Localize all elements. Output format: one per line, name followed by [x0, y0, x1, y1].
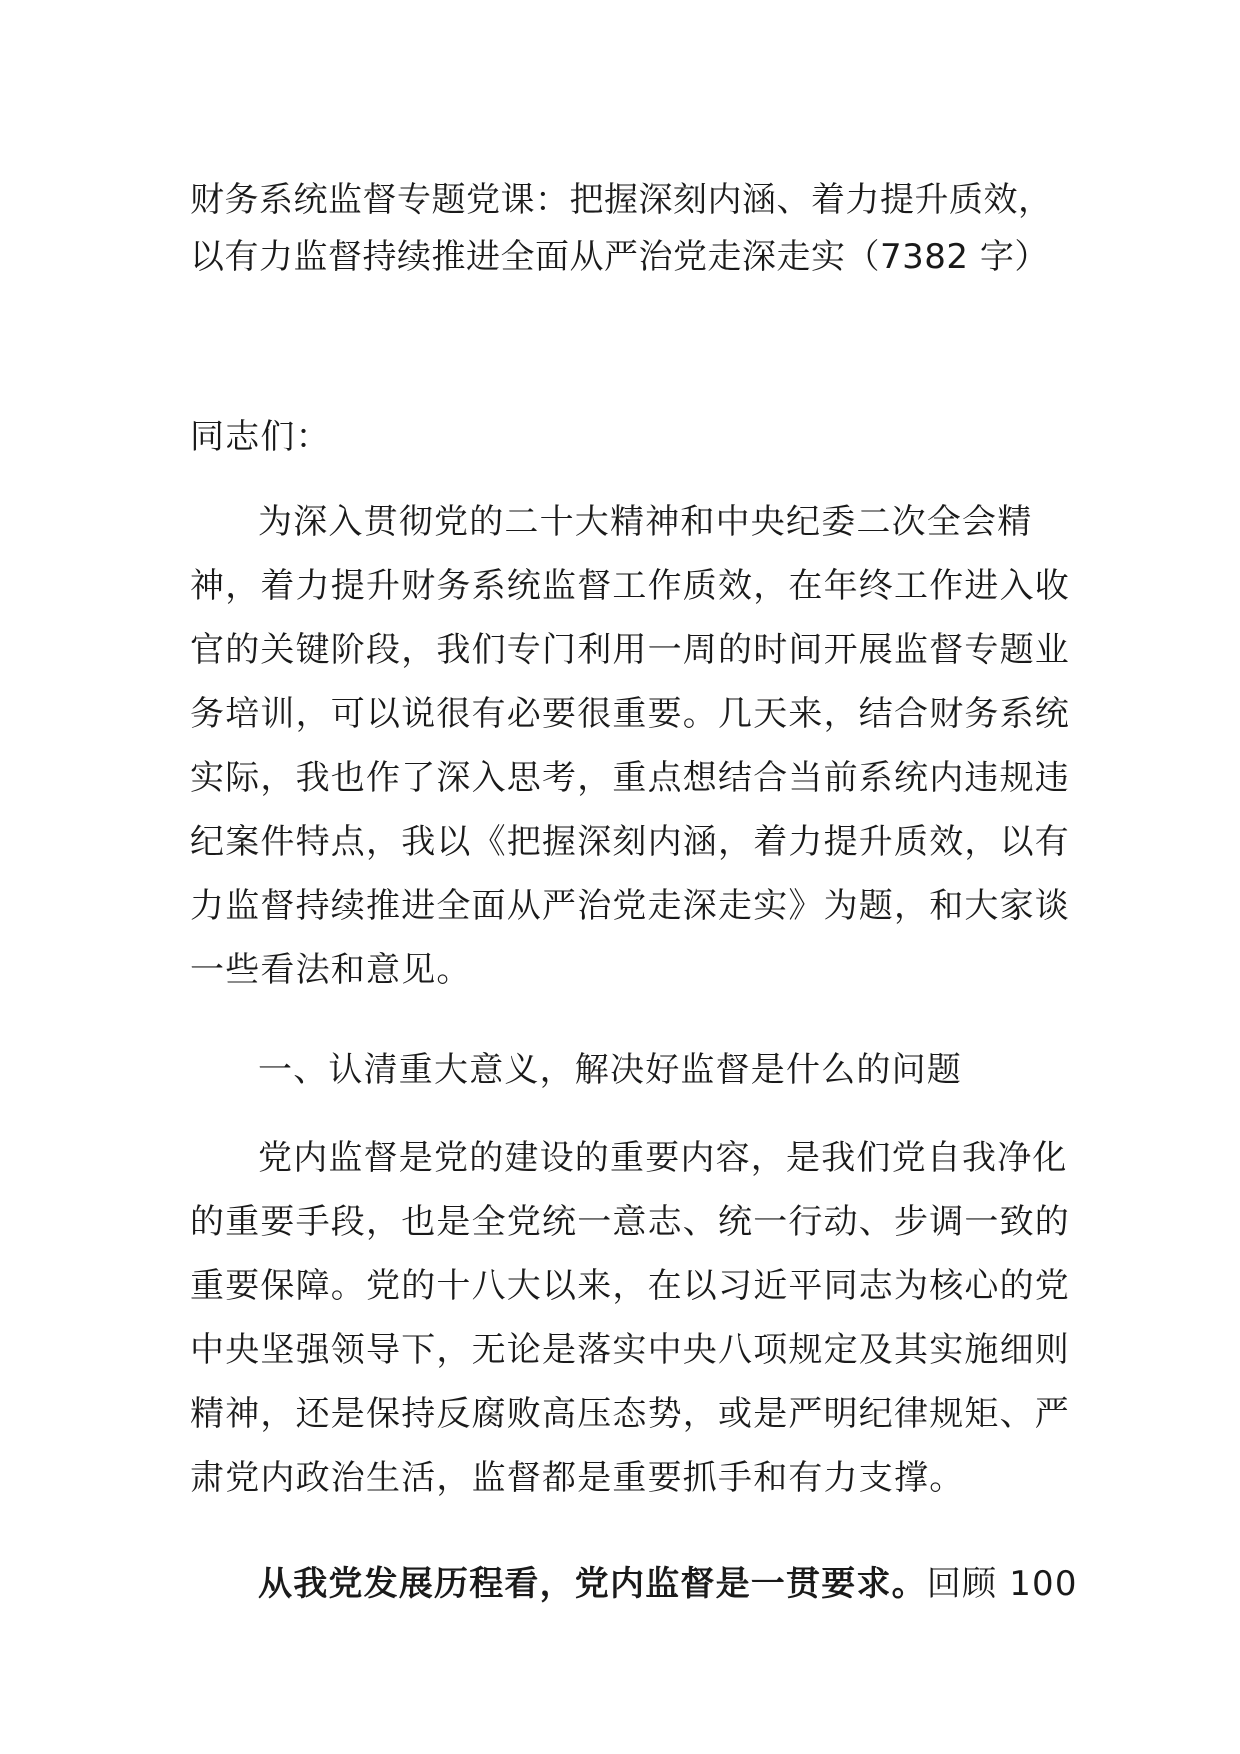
document-title	[190, 172, 1070, 286]
bold-lead-sentence: 从我党发展历程看，党内监督是一贯要求。	[258, 1564, 927, 1604]
paragraph-line: 肃党内政治生活，监督都是重要抓手和有力支撑。	[190, 1458, 965, 1498]
section-heading-text: 一、认清重大意义，解决好监督是什么的问题	[258, 1050, 962, 1090]
paragraph-line: 精神，还是保持反腐败高压态势，或是严明纪律规矩、严	[190, 1394, 1070, 1434]
paragraph-line: 的重要手段，也是全党统一意志、统一行动、步调一致的	[190, 1202, 1070, 1242]
paragraph-line: 党内监督是党的建设的重要内容，是我们党自我净化	[258, 1138, 1068, 1178]
section-heading-1	[190, 1038, 1060, 1102]
paragraph-line: 重要保障。党的十八大以来，在以习近平同志为核心的党	[190, 1266, 1070, 1306]
title-line-2: 以有力监督持续推进全面从严治党走深走实（7382 字）	[190, 237, 1049, 277]
paragraph-line: 力监督持续推进全面从严治党走深走实》为题，和大家谈	[190, 886, 1070, 926]
paragraph-line: 中央坚强领导下，无论是落实中央八项规定及其实施细则	[190, 1330, 1070, 1370]
paragraph-line: 神，着力提升财务系统监督工作质效，在年终工作进入收	[190, 566, 1070, 606]
salutation	[190, 405, 1060, 469]
paragraph-line: 一些看法和意见。	[190, 950, 472, 990]
paragraph-continuation: 回顾 100	[926, 1564, 1078, 1604]
paragraph-supervision	[190, 1126, 1070, 1510]
paragraph-line: 实际，我也作了深入思考，重点想结合当前系统内违规违	[190, 758, 1070, 798]
paragraph-intro	[190, 490, 1070, 1002]
paragraph-line: 纪案件特点，我以《把握深刻内涵，着力提升质效，以有	[190, 822, 1070, 862]
title-line-1: 财务系统监督专题党课：把握深刻内涵、着力提升质效，	[190, 180, 1053, 220]
paragraph-line: 官的关键阶段，我们专门利用一周的时间开展监督专题业	[190, 630, 1070, 670]
paragraph-line	[190, 1552, 1078, 1616]
paragraph-line: 为深入贯彻党的二十大精神和中央纪委二次全会精	[258, 502, 1033, 542]
paragraph-line: 务培训，可以说很有必要很重要。几天来，结合财务系统	[190, 694, 1070, 734]
paragraph-history	[190, 1552, 1078, 1616]
salutation-text: 同志们：	[190, 417, 331, 457]
